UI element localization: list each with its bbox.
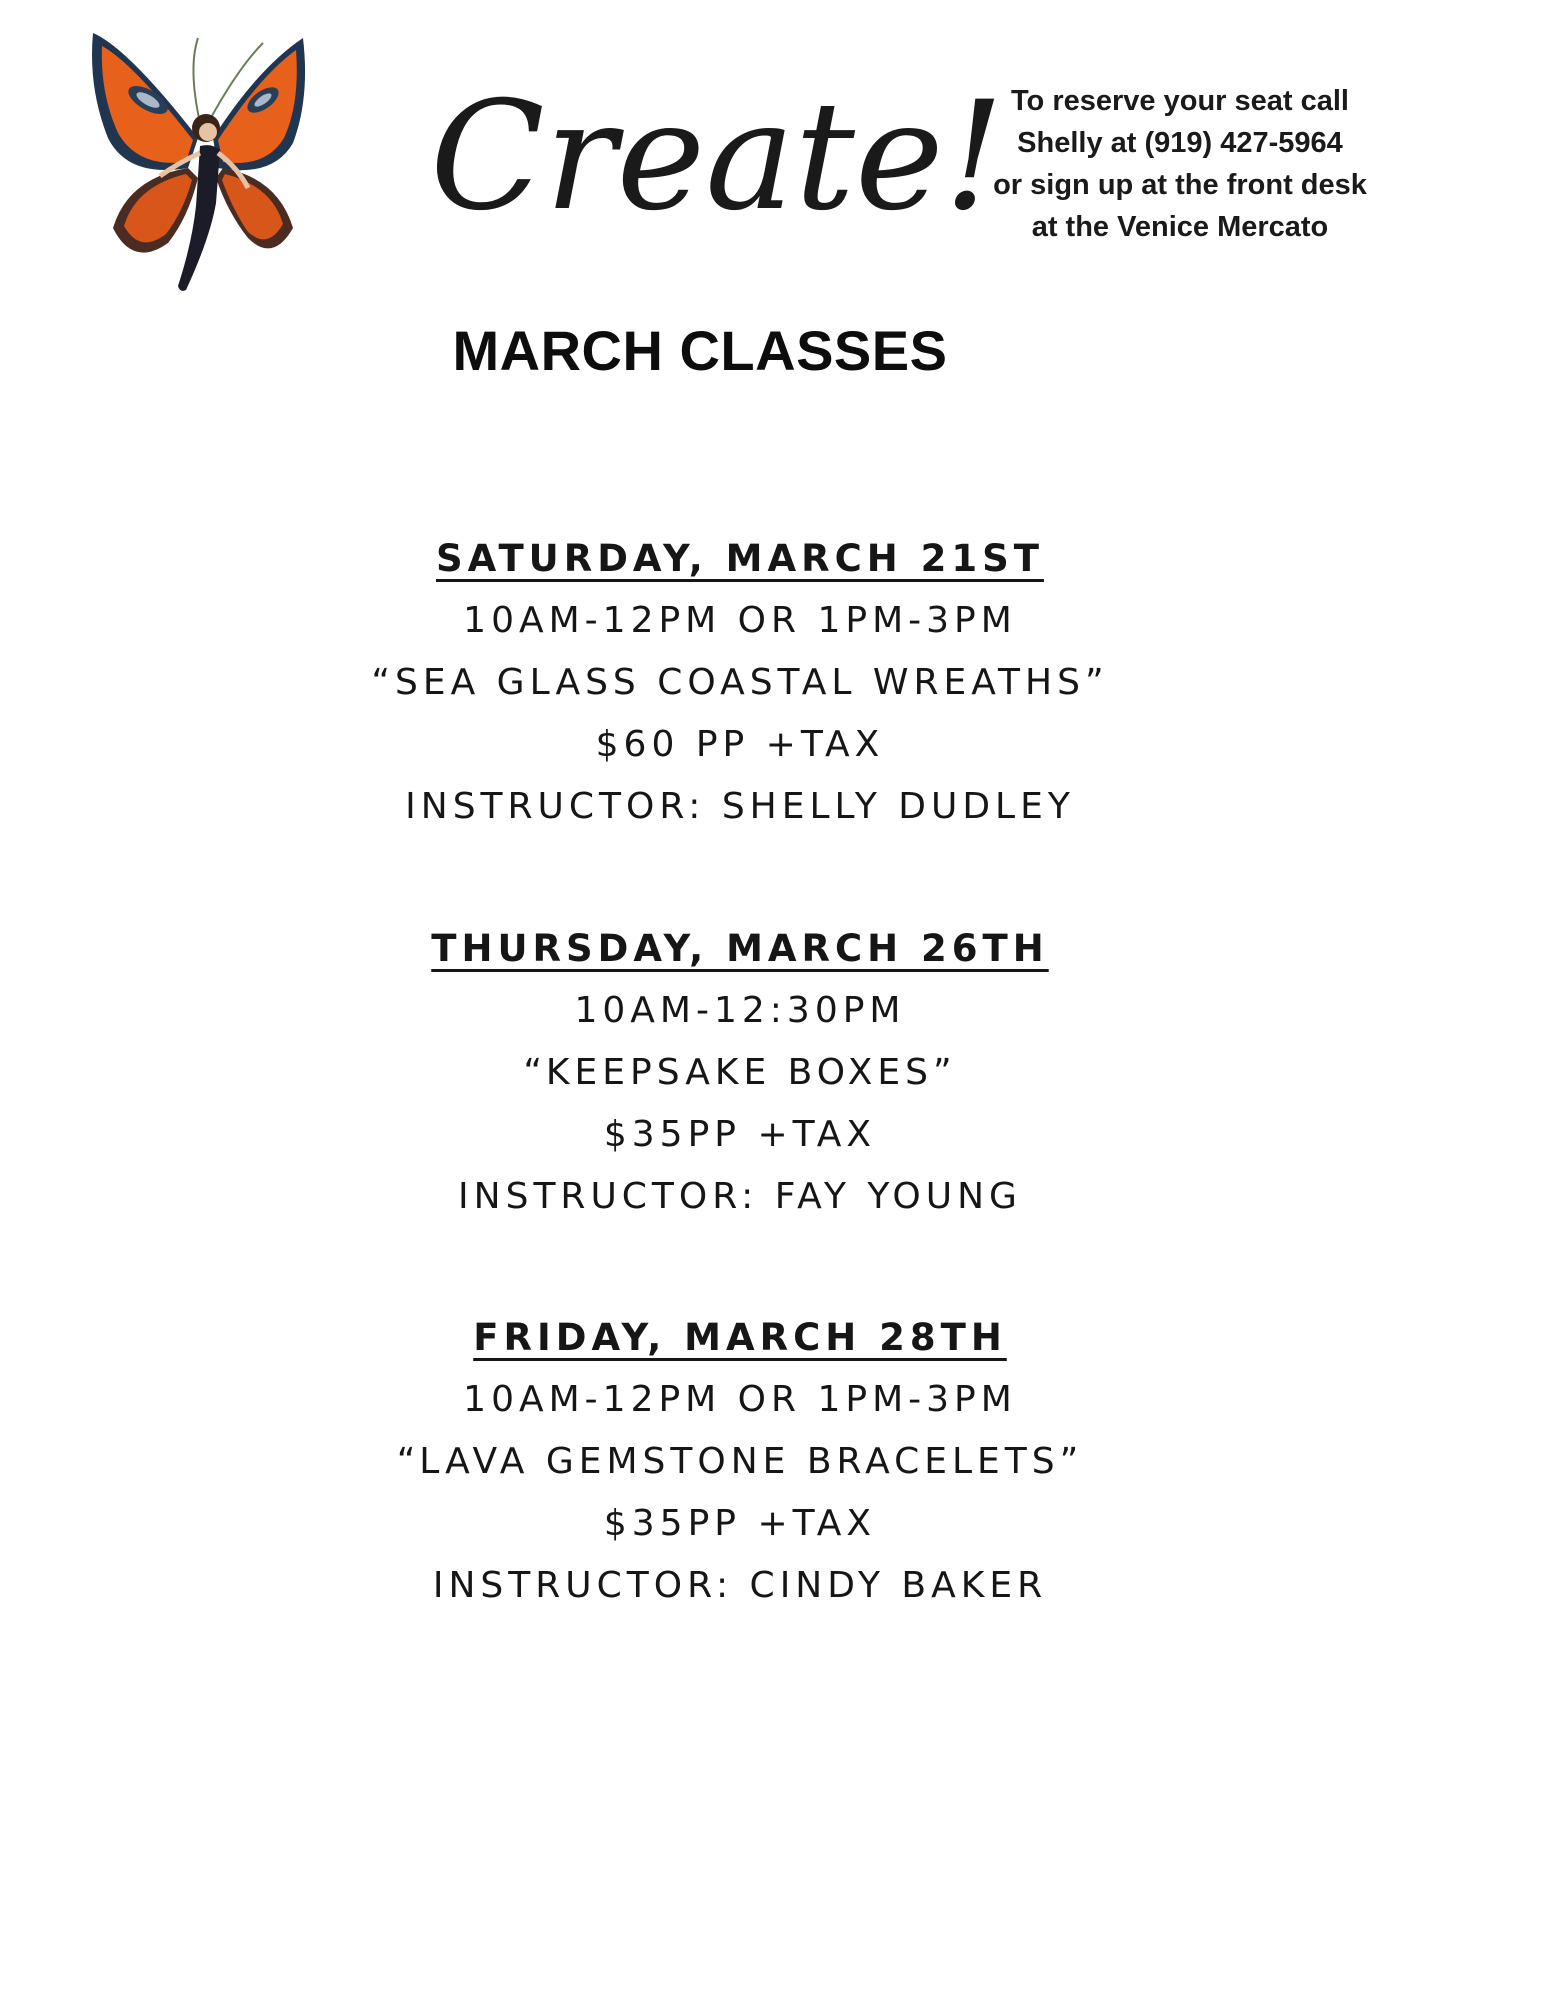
- class-instructor: INSTRUCTOR: SHELLY DUDLEY: [405, 786, 1075, 827]
- create-script-logo: [420, 28, 1004, 268]
- class-title: “LAVA GEMSTONE BRACELETS”: [396, 1441, 1084, 1482]
- class-price: $35PP +TAX: [603, 1503, 877, 1544]
- butterfly-fairy-illustration: [88, 28, 310, 298]
- reserve-line-2: Shelly at (919) 427-5964: [1017, 127, 1343, 159]
- reserve-line-1: To reserve your seat call: [1011, 85, 1349, 117]
- class-price: $35PP +TAX: [603, 1114, 877, 1155]
- create-logo-text: Create!: [430, 70, 1004, 244]
- class-time: 10AM-12PM OR 1PM-3PM: [463, 1379, 1017, 1420]
- reserve-line-3: or sign up at the front desk: [993, 169, 1367, 201]
- class-title: “SEA GLASS COASTAL WREATHS”: [371, 662, 1109, 703]
- class-title: “KEEPSAKE BOXES”: [523, 1052, 957, 1093]
- reserve-line-4: at the Venice Mercato: [1031, 211, 1329, 243]
- class-time: 10AM-12:30PM: [574, 990, 906, 1031]
- class-date: SATURDAY, MARCH 21ST: [436, 537, 1044, 580]
- class-instructor: INSTRUCTOR: CINDY BAKER: [432, 1565, 1048, 1606]
- class-date: THURSDAY, MARCH 26TH: [431, 927, 1049, 970]
- class-listing: [300, 918, 1180, 1228]
- class-price: $60 PP +TAX: [595, 724, 885, 765]
- class-instructor: INSTRUCTOR: FAY YOUNG: [458, 1176, 1022, 1217]
- page-title: MARCH CLASSES: [452, 319, 948, 382]
- class-date: FRIDAY, MARCH 28TH: [473, 1316, 1007, 1359]
- class-listing: [300, 1307, 1180, 1617]
- class-listing: [300, 528, 1180, 838]
- class-time: 10AM-12PM OR 1PM-3PM: [463, 600, 1017, 641]
- reservation-info: [960, 80, 1400, 248]
